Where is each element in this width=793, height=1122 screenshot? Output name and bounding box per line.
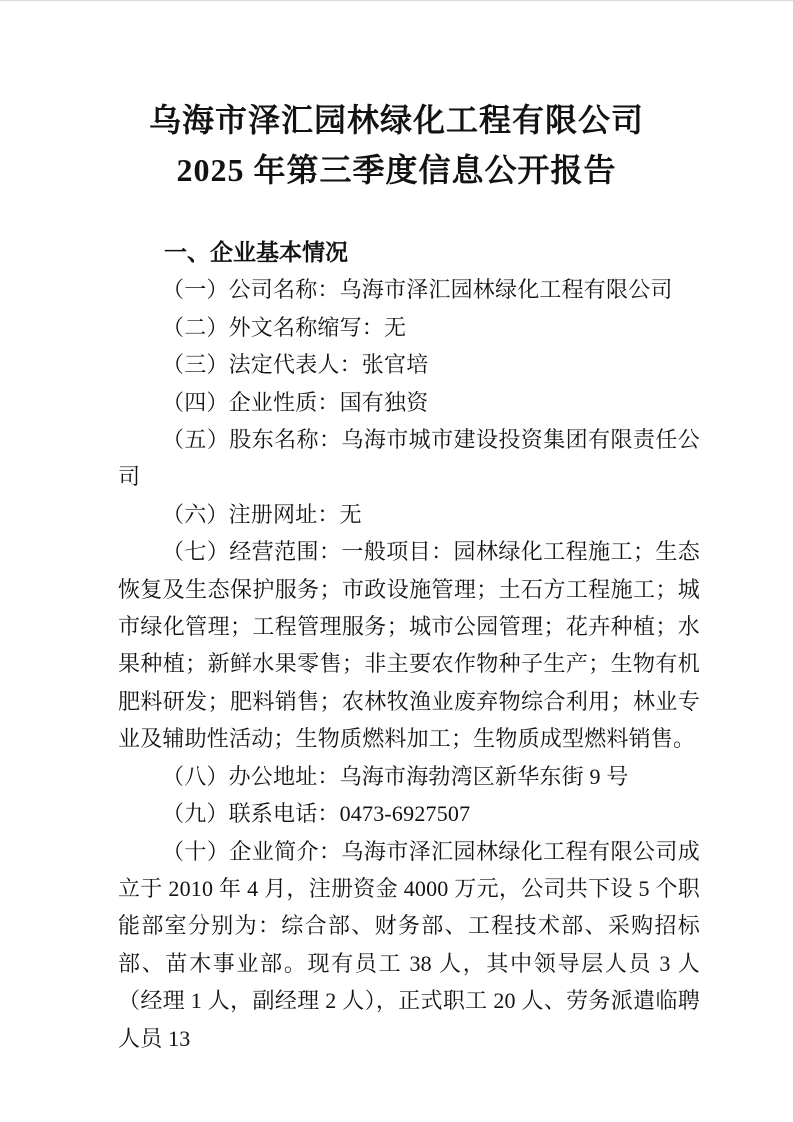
para-business-scope: （七）经营范围：一般项目：园林绿化工程施工；生态恢复及生态保护服务；市政设施管理；土石方工程施工；城市绿化管理；工程管理服务；城市公园管理；花卉种植；水果种植；新鲜水果零售；非主要农作物种子生产；生物有机肥料研发；肥料销售；农林牧渔业废弃物综合利用；林业专业及辅助性活动；生物质燃料加工；生物质成型燃料销售。 (118, 539, 700, 752)
document-title (0, 95, 793, 195)
para-legal-rep: （三）法定代表人：张官培 (162, 352, 429, 378)
para-office-address: （八）办公地址：乌海市海勃湾区新华东街 9 号 (162, 763, 629, 789)
doc-title-line-2: 2025 年第三季度信息公开报告 (176, 152, 617, 188)
para-phone: （九）联系电话：0473-6927507 (162, 801, 471, 827)
para-enterprise-nature: （四）企业性质：国有独资 (162, 389, 429, 415)
document-body (0, 234, 793, 1057)
para-foreign-name: （二）外文名称缩写：无 (162, 314, 407, 340)
para-company-profile: （十）企业简介：乌海市泽汇园林绿化工程有限公司成立于 2010 年 4 月，注册资金 4000 万元，公司共下设 5 个职能部室分别为：综合部、财务部、工程技术部、采购招标部、苗木事业部。现有员工 38 人，其中领导层人员 3 人（经理 1 人，副经理 2 人），正式职工 20 人、劳务派遣临聘人员 13 (118, 838, 700, 1051)
doc-title-line-1: 乌海市泽汇园林绿化工程有限公司 (148, 102, 644, 138)
section-heading: 一、企业基本情况 (164, 239, 348, 265)
para-website: （六）注册网址：无 (162, 501, 362, 527)
para-company-name: （一）公司名称：乌海市泽汇园林绿化工程有限公司 (162, 277, 673, 303)
para-shareholder: （五）股东名称：乌海市城市建设投资集团有限责任公司 (118, 427, 700, 490)
